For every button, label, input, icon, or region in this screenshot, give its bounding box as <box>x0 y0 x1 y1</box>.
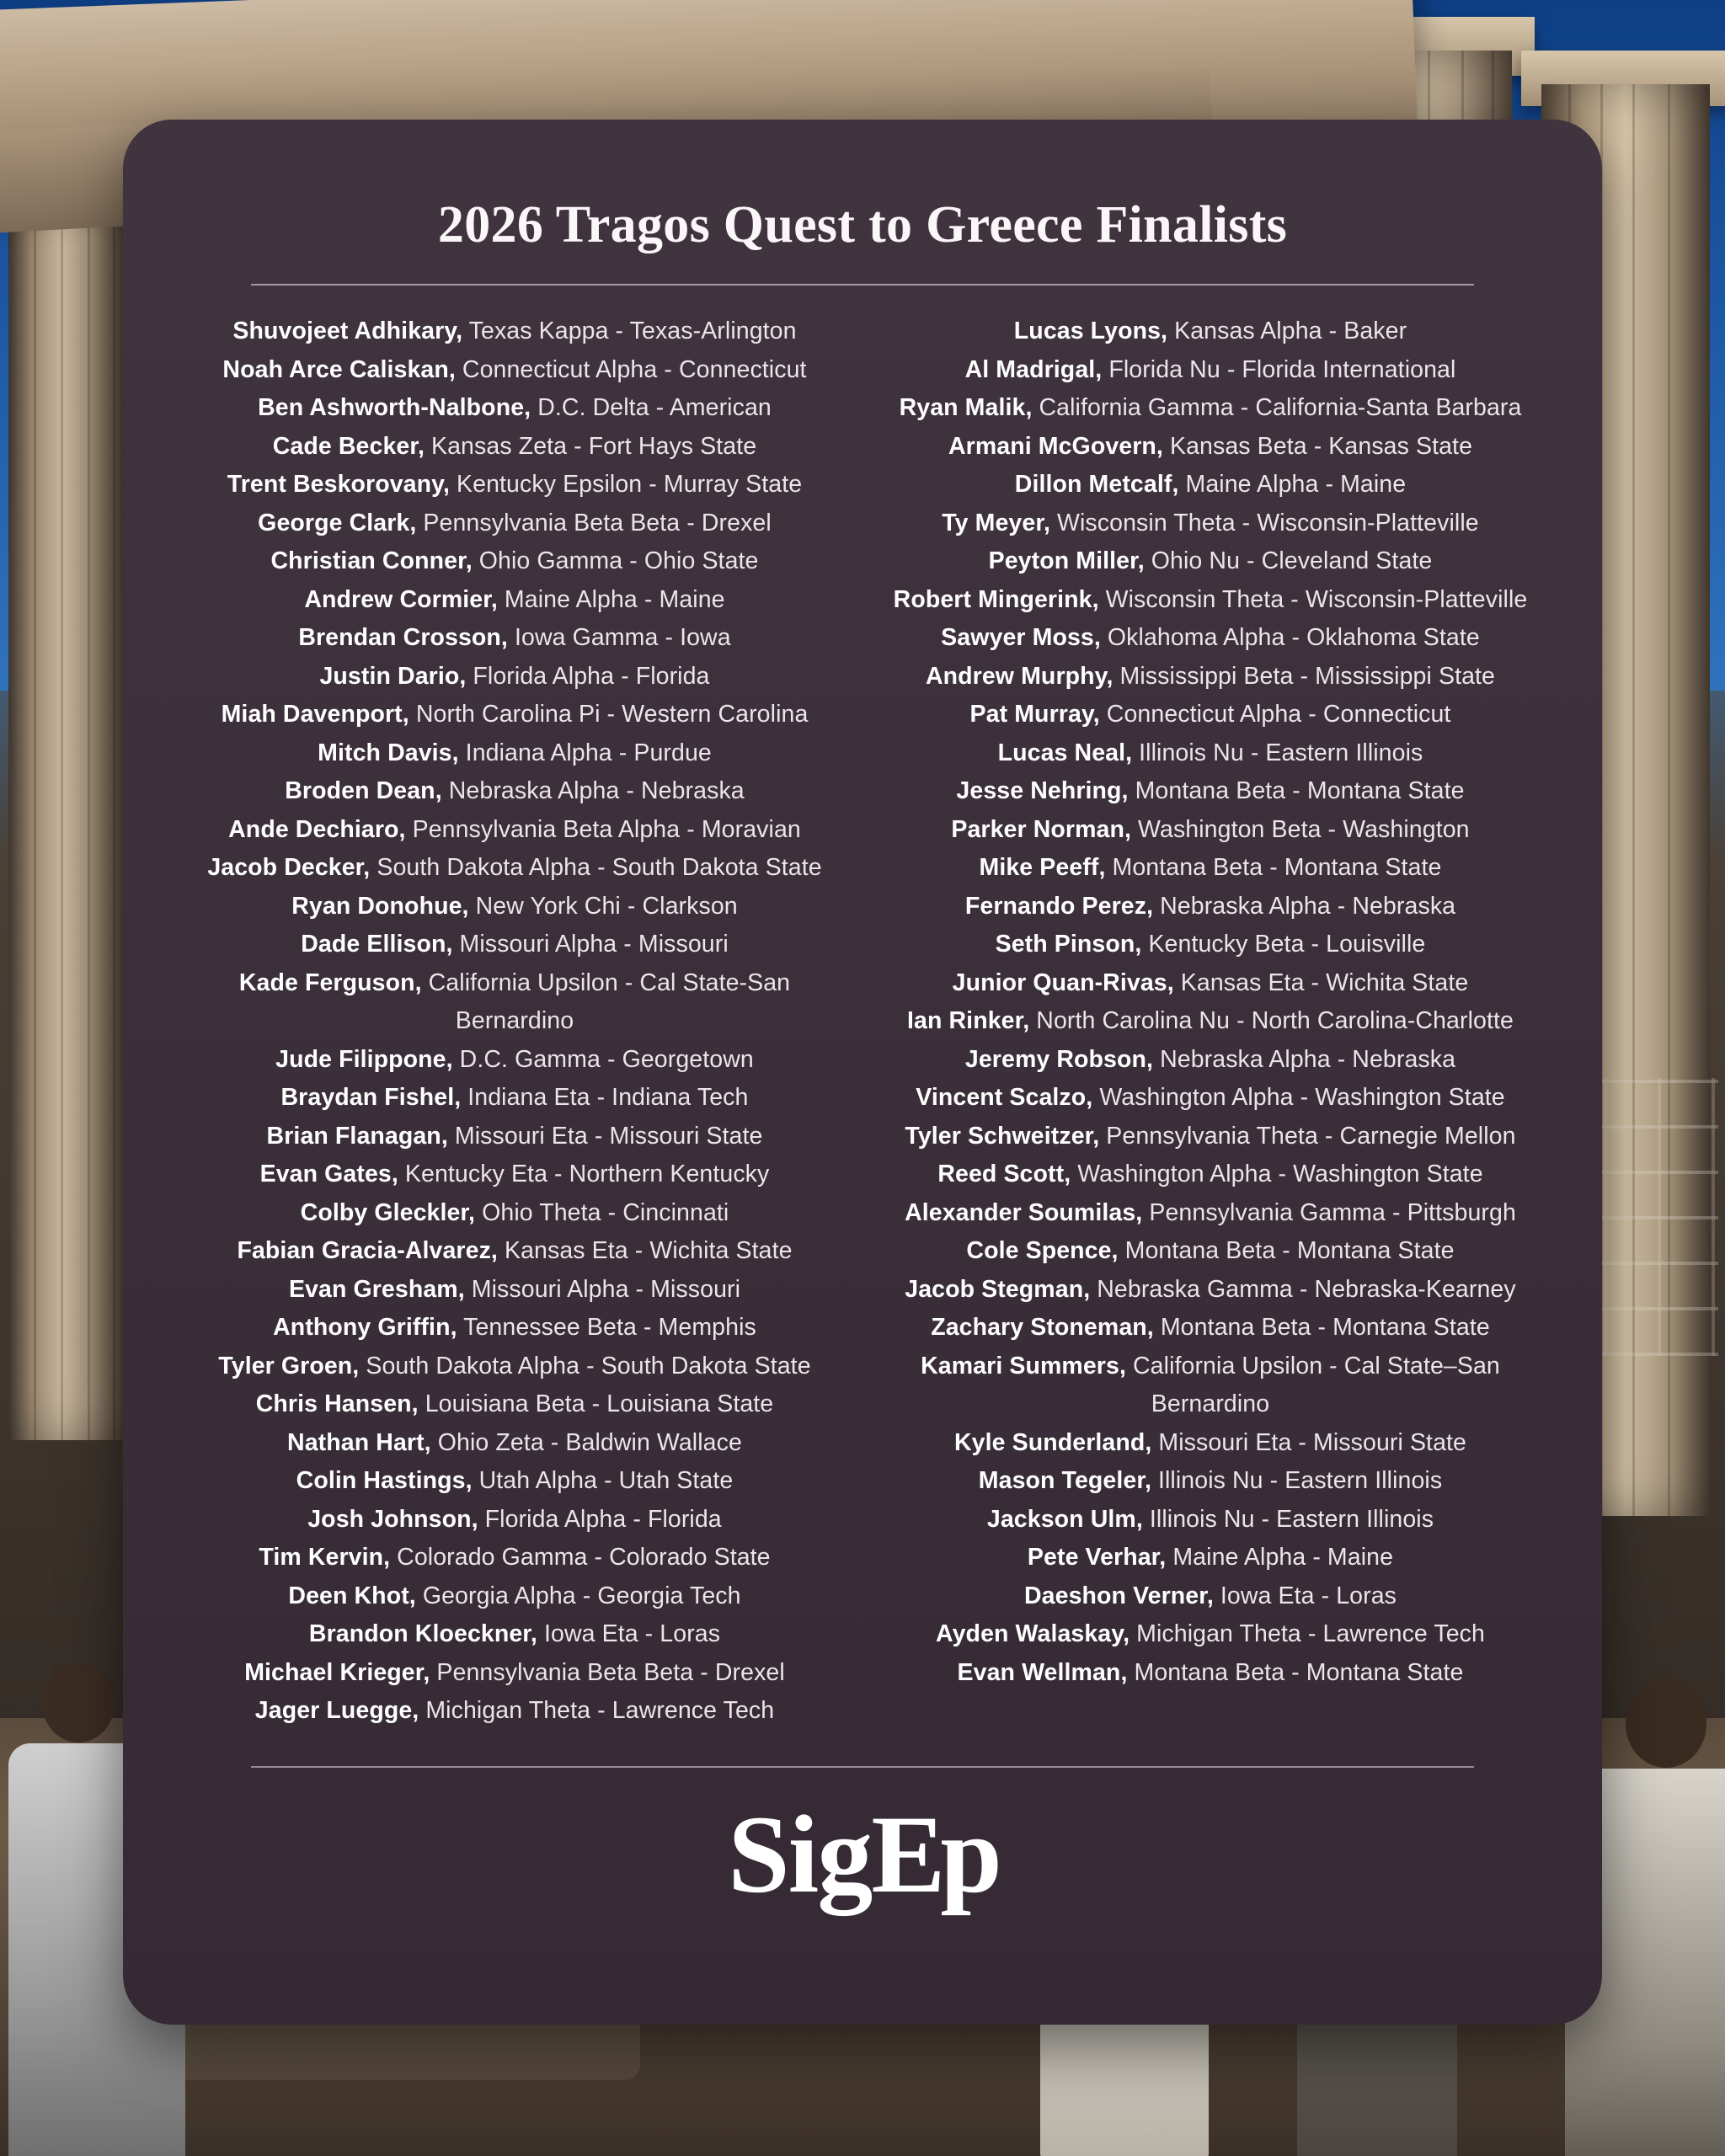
finalist-name: Armani McGovern, <box>948 432 1163 460</box>
logo-ep: Ep <box>871 1791 997 1916</box>
finalist-chapter: Ohio Nu - Cleveland State <box>1144 547 1433 574</box>
finalist-chapter: Florida Nu - Florida International <box>1102 355 1456 383</box>
finalist-chapter: Nebraska Gamma - Nebraska-Kearney <box>1090 1275 1516 1303</box>
temple-column-left-outer <box>8 126 135 1440</box>
finalist-name: Dillon Metcalf, <box>1014 471 1179 498</box>
finalist-name: Shuvojeet Adhikary, <box>232 318 463 344</box>
finalist-name: Trent Beskorovany, <box>227 471 450 498</box>
finalist-chapter: Florida Alpha - Florida <box>478 1505 722 1533</box>
finalist-name: Deen Khot, <box>288 1582 416 1609</box>
finalist-name: Lucas Neal, <box>997 739 1133 766</box>
finalist-name: Chris Hansen, <box>255 1390 419 1417</box>
finalist-name: Justin Dario, <box>319 662 467 690</box>
finalist-chapter: Pennsylvania Beta Beta - Drexel <box>430 1658 785 1686</box>
sigep-logo <box>162 1791 1563 1916</box>
finalist-entry <box>886 428 1535 467</box>
finalist-entry <box>190 734 839 773</box>
finalist-chapter: Connecticut Alpha - Connecticut <box>1099 701 1451 728</box>
finalist-chapter: Wisconsin Theta - Wisconsin-Platteville <box>1049 509 1479 536</box>
finalist-chapter: Nebraska Alpha - Nebraska <box>1153 892 1456 920</box>
finalist-name: Daeshon Verner, <box>1024 1582 1214 1609</box>
finalist-entry <box>886 1194 1535 1233</box>
finalist-name: Evan Gresham, <box>288 1275 465 1303</box>
finalist-name: Brandon Kloeckner, <box>308 1620 537 1647</box>
finalist-name: Sawyer Moss, <box>941 624 1101 651</box>
finalist-entry <box>190 312 839 351</box>
finalist-entry <box>886 1309 1535 1348</box>
finalist-entry <box>190 428 839 467</box>
finalists-columns <box>162 312 1563 1731</box>
finalist-name: Cole Spence, <box>966 1237 1119 1264</box>
finalist-entry <box>190 772 839 811</box>
finalist-entry <box>886 1348 1535 1424</box>
finalist-name: Peyton Miller, <box>988 547 1145 574</box>
finalist-chapter: Kansas Eta - Wichita State <box>497 1237 793 1264</box>
finalist-name: Cade Becker, <box>272 432 425 460</box>
finalist-chapter: Missouri Eta - Missouri State <box>447 1122 763 1150</box>
finalist-name: Al Madrigal, <box>964 355 1103 383</box>
finalist-entry <box>190 1041 839 1080</box>
finalist-name: Nathan Hart, <box>287 1428 431 1456</box>
finalist-chapter: Washington Alpha - Washington State <box>1092 1084 1505 1111</box>
finalist-name: Alexander Soumilas, <box>905 1198 1143 1226</box>
finalist-entry <box>190 1692 839 1731</box>
finalist-entry <box>886 1424 1535 1463</box>
finalist-chapter: Tennessee Beta - Memphis <box>457 1314 756 1341</box>
finalist-entry <box>190 1462 839 1501</box>
finalist-name: Pat Murray, <box>969 701 1100 728</box>
finalist-name: Seth Pinson, <box>995 931 1142 958</box>
finalist-entry <box>190 1577 839 1616</box>
finalist-name: Kyle Sunderland, <box>953 1428 1152 1456</box>
finalist-entry <box>886 1462 1535 1501</box>
finalist-name: Lucas Lyons, <box>1013 318 1168 344</box>
finalist-name: Robert Mingerink, <box>893 585 1099 613</box>
finalist-chapter: Kansas Zeta - Fort Hays State <box>424 432 757 460</box>
finalist-chapter: Kansas Beta - Kansas State <box>1162 432 1473 460</box>
finalist-entry <box>886 1615 1535 1654</box>
finalist-entry <box>190 658 839 696</box>
finalist-chapter: Michigan Theta - Lawrence Tech <box>1130 1620 1485 1647</box>
finalist-entry <box>190 1348 839 1386</box>
finalist-chapter: Pennsylvania Beta Alpha - Moravian <box>405 815 801 843</box>
logo-sig: Sig <box>728 1791 872 1916</box>
finalist-name: Kade Ferguson, <box>238 969 422 996</box>
finalist-entry <box>886 466 1535 504</box>
finalist-chapter: Ohio Theta - Cincinnati <box>475 1198 729 1226</box>
finalist-entry <box>190 1118 839 1156</box>
finalist-name: Braydan Fishel, <box>280 1084 462 1111</box>
finalist-name: Brendan Crosson, <box>298 624 508 651</box>
finalist-name: Colin Hastings, <box>296 1467 473 1494</box>
finalist-chapter: Montana Beta - Montana State <box>1153 1314 1490 1341</box>
finalist-name: Mitch Davis, <box>318 739 459 766</box>
finalist-name: Jackson Ulm, <box>986 1505 1143 1533</box>
finalist-name: Ian Rinker, <box>907 1007 1030 1034</box>
finalist-entry <box>886 351 1535 390</box>
finalist-entry <box>190 1615 839 1654</box>
finalist-entry <box>190 466 839 504</box>
finalist-entry <box>886 1539 1535 1577</box>
finalist-chapter: California Upsilon - Cal State–San Bernardino <box>1125 1352 1500 1417</box>
finalist-name: Jacob Decker, <box>207 854 371 881</box>
finalist-entry <box>886 926 1535 964</box>
finalist-entry <box>190 504 839 543</box>
finalist-chapter: Illinois Nu - Eastern Illinois <box>1132 739 1423 766</box>
finalist-name: Zachary Stoneman, <box>931 1314 1154 1341</box>
finalist-entry <box>886 849 1535 888</box>
finalist-chapter: California Gamma - California-Santa Barbara <box>1032 394 1522 421</box>
finalist-chapter: Maine Alpha - Maine <box>1178 471 1407 498</box>
finalist-chapter: Kansas Eta - Wichita State <box>1173 969 1469 996</box>
finalist-name: Josh Johnson, <box>307 1505 478 1533</box>
finalist-name: Ryan Malik, <box>899 394 1033 421</box>
finalist-name: Evan Wellman, <box>957 1658 1128 1686</box>
finalist-chapter: Georgia Alpha - Georgia Tech <box>415 1582 741 1609</box>
finalist-name: Miah Davenport, <box>221 701 409 728</box>
finalist-entry <box>190 1501 839 1540</box>
finalist-entry <box>886 581 1535 620</box>
finalist-name: Vincent Scalzo, <box>916 1084 1093 1111</box>
finalist-entry <box>190 619 839 658</box>
finalist-chapter: Kentucky Eta - Northern Kentucky <box>398 1161 770 1187</box>
finalist-entry <box>190 696 839 734</box>
finalist-chapter: North Carolina Pi - Western Carolina <box>409 701 809 728</box>
finalist-chapter: Montana Beta - Montana State <box>1127 1658 1464 1686</box>
finalist-entry <box>886 1155 1535 1194</box>
finalist-chapter: Texas Kappa - Texas-Arlington <box>462 318 797 344</box>
finalist-chapter: Pennsylvania Gamma - Pittsburgh <box>1142 1198 1516 1226</box>
finalist-chapter: D.C. Gamma - Georgetown <box>452 1045 754 1073</box>
finalist-name: Mike Peeff, <box>979 854 1106 881</box>
finalist-chapter: Pennsylvania Theta - Carnegie Mellon <box>1099 1122 1516 1150</box>
finalist-chapter: Louisiana Beta - Louisiana State <box>418 1390 774 1417</box>
finalist-entry <box>886 1654 1535 1693</box>
bottom-divider <box>251 1766 1474 1768</box>
finalist-name: Kamari Summers, <box>921 1352 1126 1380</box>
finalist-chapter: Illinois Nu - Eastern Illinois <box>1142 1505 1434 1533</box>
finalist-entry <box>886 734 1535 773</box>
finalist-chapter: Iowa Gamma - Iowa <box>507 624 731 651</box>
finalist-chapter: Nebraska Alpha - Nebraska <box>1153 1045 1456 1073</box>
finalist-name: Noah Arce Caliskan, <box>222 355 456 383</box>
finalist-name: Jude Filippone, <box>275 1045 453 1073</box>
finalist-chapter: Florida Alpha - Florida <box>466 662 710 690</box>
finalist-entry <box>886 964 1535 1003</box>
finalist-name: Colby Gleckler, <box>300 1198 476 1226</box>
page-title: 2026 Tragos Quest to Greece Finalists <box>437 196 1288 253</box>
finalist-chapter: Kansas Alpha - Baker <box>1167 318 1407 344</box>
finalist-chapter: Iowa Eta - Loras <box>537 1620 721 1647</box>
finalist-entry <box>886 658 1535 696</box>
finalist-name: George Clark, <box>258 509 417 536</box>
finalist-entry <box>886 619 1535 658</box>
finalist-entry <box>886 811 1535 850</box>
finalist-chapter: Mississippi Beta - Mississippi State <box>1113 662 1496 690</box>
finalist-name: Tyler Groen, <box>218 1352 360 1380</box>
finalist-entry <box>190 1232 839 1271</box>
finalist-entry <box>190 1424 839 1463</box>
finalist-name: Ty Meyer, <box>942 509 1050 536</box>
finalist-chapter: New York Chi - Clarkson <box>468 892 738 920</box>
finalist-entry <box>190 964 839 1041</box>
finalist-name: Andrew Cormier, <box>304 585 498 613</box>
finalist-entry <box>190 849 839 888</box>
finalist-name: Broden Dean, <box>285 777 442 804</box>
finalist-chapter: Missouri Alpha - Missouri <box>452 931 729 958</box>
finalist-chapter: Michigan Theta - Lawrence Tech <box>419 1697 775 1724</box>
finalist-chapter: Oklahoma Alpha - Oklahoma State <box>1100 624 1480 651</box>
finalist-entry <box>190 926 839 964</box>
finalist-entry <box>190 1309 839 1348</box>
finalist-chapter: Montana Beta - Montana State <box>1118 1237 1455 1264</box>
finalist-name: Christian Conner, <box>270 547 473 574</box>
finalist-entry <box>190 389 839 428</box>
finalist-entry <box>886 542 1535 581</box>
finalist-name: Ayden Walaskay, <box>935 1620 1130 1647</box>
finalist-name: Jesse Nehring, <box>956 777 1129 804</box>
finalist-chapter: Washington Beta - Washington <box>1131 815 1470 843</box>
finalist-entry <box>190 351 839 390</box>
finalist-name: Pete Verhar, <box>1027 1544 1167 1571</box>
finalist-name: Ryan Donohue, <box>291 892 469 920</box>
finalist-entry <box>190 811 839 850</box>
finalist-entry <box>190 1271 839 1310</box>
finalist-name: Parker Norman, <box>951 815 1132 843</box>
finalist-name: Dade Ellison, <box>301 931 453 958</box>
finalist-entry <box>886 504 1535 543</box>
finalist-chapter: Missouri Alpha - Missouri <box>464 1275 741 1303</box>
finalist-entry <box>886 312 1535 351</box>
finalist-name: Jager Luegge, <box>254 1697 419 1724</box>
finalist-entry <box>190 1079 839 1118</box>
finalist-entry <box>886 1118 1535 1156</box>
title-divider <box>251 284 1474 286</box>
finalist-name: Ben Ashworth-Nalbone, <box>258 394 531 421</box>
finalist-chapter: Wisconsin Theta - Wisconsin-Platteville <box>1098 585 1528 613</box>
finalist-name: Fabian Gracia-Alvarez, <box>237 1237 498 1264</box>
finalist-entry <box>190 888 839 926</box>
finalist-chapter: Maine Alpha - Maine <box>497 585 725 613</box>
finalist-chapter: Maine Alpha - Maine <box>1166 1544 1394 1571</box>
finalists-column-left <box>190 312 839 1731</box>
finalist-entry <box>886 1577 1535 1616</box>
finalists-card <box>123 120 1602 2025</box>
finalist-entry <box>190 542 839 581</box>
finalist-entry <box>886 1041 1535 1080</box>
finalist-entry <box>190 581 839 620</box>
finalist-chapter: Pennsylvania Beta Beta - Drexel <box>416 509 772 536</box>
finalist-entry <box>886 696 1535 734</box>
finalist-chapter: Utah Alpha - Utah State <box>472 1467 734 1494</box>
finalist-chapter: Missouri Eta - Missouri State <box>1151 1428 1466 1456</box>
finalist-name: Michael Krieger, <box>244 1658 430 1686</box>
finalist-chapter: Colorado Gamma - Colorado State <box>390 1544 771 1571</box>
finalist-chapter: Iowa Eta - Loras <box>1213 1582 1397 1609</box>
finalist-chapter: Ohio Zeta - Baldwin Wallace <box>430 1428 742 1456</box>
finalist-name: Junior Quan-Rivas, <box>952 969 1174 996</box>
finalist-name: Jacob Stegman, <box>905 1275 1091 1303</box>
finalist-entry <box>886 1232 1535 1271</box>
finalist-chapter: Washington Alpha - Washington State <box>1071 1161 1483 1187</box>
finalist-name: Tim Kervin, <box>259 1544 391 1571</box>
finalist-chapter: Nebraska Alpha - Nebraska <box>441 777 745 804</box>
finalist-entry <box>190 1654 839 1693</box>
finalist-chapter: Ohio Gamma - Ohio State <box>472 547 759 574</box>
finalist-entry <box>190 1385 839 1424</box>
finalist-entry <box>190 1194 839 1233</box>
finalist-chapter: Indiana Alpha - Purdue <box>458 739 712 766</box>
finalist-entry <box>190 1155 839 1194</box>
finalist-chapter: North Carolina Nu - North Carolina-Charlotte <box>1029 1007 1514 1034</box>
finalist-chapter: Connecticut Alpha - Connecticut <box>455 355 807 383</box>
finalist-entry <box>886 1002 1535 1041</box>
finalists-column-right <box>886 312 1535 1731</box>
finalist-entry <box>886 1271 1535 1310</box>
finalist-name: Andrew Murphy, <box>925 662 1114 690</box>
finalist-name: Tyler Schweitzer, <box>905 1122 1100 1150</box>
finalist-chapter: Montana Beta - Montana State <box>1105 854 1442 881</box>
finalist-name: Ande Dechiaro, <box>228 815 406 843</box>
finalist-chapter: Kentucky Beta - Louisville <box>1141 931 1426 958</box>
finalist-chapter: Indiana Eta - Indiana Tech <box>461 1084 749 1111</box>
finalist-entry <box>886 389 1535 428</box>
finalist-name: Brian Flanagan, <box>266 1122 448 1150</box>
finalist-chapter: Illinois Nu - Eastern Illinois <box>1151 1467 1443 1494</box>
finalist-chapter: Montana Beta - Montana State <box>1128 777 1465 804</box>
finalist-name: Jeremy Robson, <box>964 1045 1154 1073</box>
finalist-chapter: South Dakota Alpha - South Dakota State <box>359 1352 811 1380</box>
finalist-chapter: California Upsilon - Cal State-San Bernardino <box>421 969 791 1034</box>
finalist-chapter: D.C. Delta - American <box>531 394 772 421</box>
finalist-entry <box>886 1079 1535 1118</box>
finalist-entry <box>886 772 1535 811</box>
finalist-name: Mason Tegeler, <box>978 1467 1151 1494</box>
finalist-entry <box>886 1501 1535 1540</box>
finalist-name: Fernando Perez, <box>964 892 1154 920</box>
finalist-name: Anthony Griffin, <box>273 1314 457 1341</box>
finalist-name: Evan Gates, <box>259 1161 398 1187</box>
finalist-chapter: South Dakota Alpha - South Dakota State <box>370 854 822 881</box>
finalist-entry <box>190 1539 839 1577</box>
finalist-name: Reed Scott, <box>937 1161 1071 1187</box>
finalist-entry <box>886 888 1535 926</box>
finalist-chapter: Kentucky Epsilon - Murray State <box>450 471 803 498</box>
